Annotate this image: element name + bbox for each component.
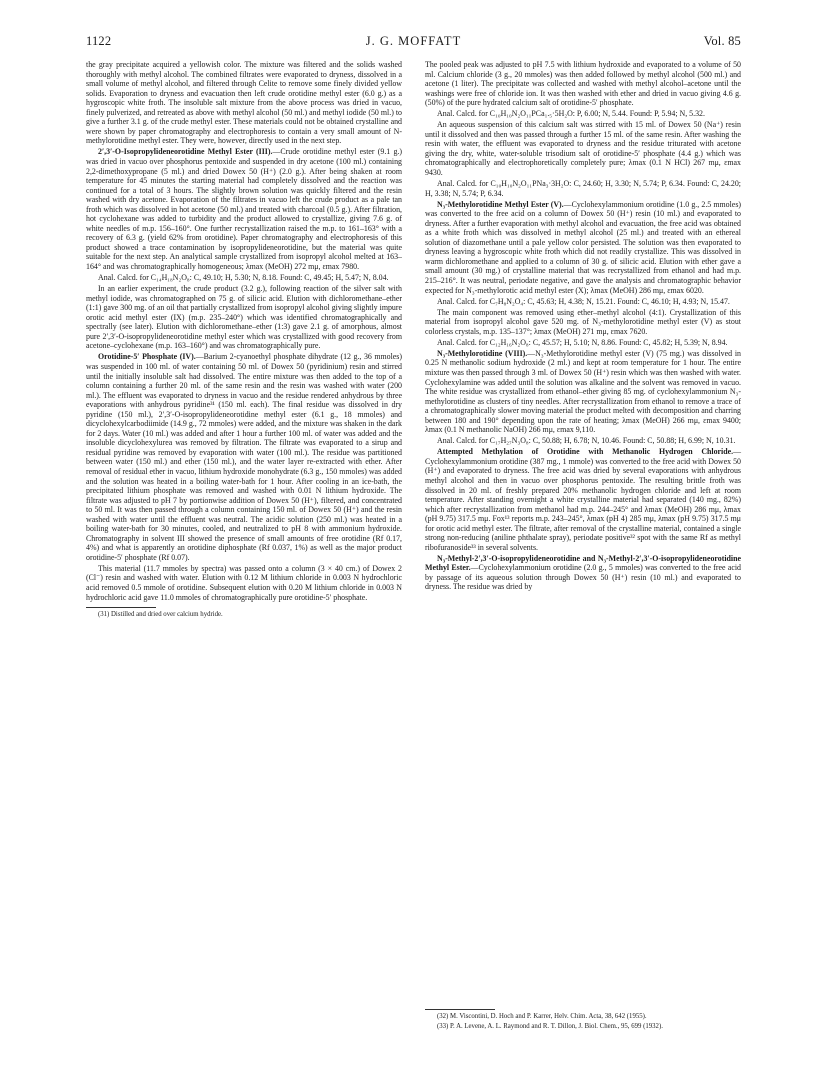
- right-column: [425, 60, 741, 592]
- paragraph: [425, 447, 741, 552]
- section-heading: Orotidine-5′ Phosphate (IV).: [98, 352, 196, 362]
- analysis-line: Anal. Calcd. for C₇H₈N₂O₄: C, 45.63; H, 4.38; N, 15.21. Found: C, 46.10; H, 4.93; N, 15.47.: [437, 296, 730, 306]
- section-heading: N₃-Methylorotidine (VIII).: [437, 348, 528, 358]
- paragraph: An aqueous suspension of this calcium salt was stirred with 15 ml. of Dowex 50 (Na⁺) resin until it dissolved and then was passed through a further 15 ml. of the same resin. After washing the resin with water, the effluent was evaporated to dryness and the residue triturated with acetone giving the dry, white, water-soluble trisodium salt of orotidine-5′ phosphate (4.4 g.) which was chromatographically and electrophoretically completely pure; λmax (0.1 N HCl) 267 mμ, εmax 9430.: [425, 120, 741, 178]
- section-heading: 2′,3′-O-Isopropylideneorotidine Methyl Ester (III).: [98, 147, 273, 157]
- footnote: (33) P. A. Levene, A. L. Raymond and R. T. Dillon, J. Biol. Chem., 95, 699 (1932).: [437, 1022, 663, 1030]
- paragraph: [86, 352, 402, 562]
- analysis-line: Anal. Calcd. for C₁₇H₂₇N₃O₈: C, 50.88; H, 6.78; N, 10.46. Found: C, 50.88; H, 6.99; N, 10.31.: [437, 436, 736, 446]
- right-footnotes: [425, 1004, 741, 1031]
- analysis-line: Anal. Calcd. for C₁₄H₁₈N₂O₈: C, 49.10; H, 5.30; N, 8.18. Found: C, 49.45; H, 5.47; N, 8.04.: [98, 273, 389, 283]
- analysis-line: Anal. Calcd. for C₁₀H₁₀N₂O₁₁PNa₃·3H₂O: C, 24.60; H, 3.30; N, 5.74; P, 6.34. Found: C, 24.20; H, 3.38; N, 5.74; P, 6.34.: [425, 179, 741, 198]
- author-name: J. G. MOFFATT: [365, 34, 462, 48]
- paragraph: In an earlier experiment, the crude product (3.2 g.), following reaction of the silver salt with methyl iodide, was chromatographed on 75 g. of silicic acid. Elution with dichloromethane–ether (1:1) gave 300 mg. of an oil that partially crystallized from isopropyl alcohol giving slightly impure orotic acid methyl ester (IX) (m.p. 235–240°) which was identified chromatographically and spectrally (see later). Elution with dichloromethane–ether (1:3) gave 2.1 g. of amorphous, almost pure 2′,3′-O-isopropylideneorotidine methyl ester which was crystallized with good recovery from acetone–cyclohexane (m.p. 163–160°) and was chromatographically pure.: [86, 284, 402, 351]
- paragraph-body: —Cyclohexylammonium orotidine (1.0 g., 2.5 mmoles) was converted to the free acid on a column of Dowex 50 (H⁺) resin (10 ml.) and evaporated to dryness. After a further evaporation with methyl alcohol and evacuation, the free acid was obtained as a white froth which was dissolved in methyl alcohol (25 ml.) and treated with an ethereal solution of diazomethane until a pale yellow color persisted. The solution was then evaporated to dryness leaving a hygroscopic white froth which did not readily crystallize. This was dissolved in warm dichloromethane and applied to a column of 30 g. of silicic acid. Elution with ether gave a small amount (30 mg.) of crystalline material that was recrystallized from ethanol and had m.p. 215–216°. It was neutral, periodate negative, and gave the analysis and chromatographic behavior expected for N₃-methylorotic acid methyl ester (X); λmax (MeOH) 286 mμ, εmax 6020.: [425, 199, 742, 295]
- paragraph-body: —N₃-Methylorotidine methyl ester (V) (75 mg.) was dissolved in 0.25 N methanolic sodium hydroxide (2 ml.) and kept at room temperature for 1 hour. The entire mixture was then passed through 3 ml. of Dowex 50 (H⁺) resin which was then washed with water. Cyclohexylamine was added until the solution was alkaline and the solvent was removed in vacuo. The white residue was crystallized from ethanol–ether giving 85 mg. of cyclohexylammonium N₃-methylorotidine as clusters of tiny needles. After recrystallization from ethanol to remove a trace of a chromatographically slower moving material the product melted with decomposition and charring between 180 and 190° depending upon the rate of heating; λmax (MeOH) 266 mμ, εmax 9400; λmax (0.1 N methanolic NaOH) 266 mμ, εmax 9,110.: [425, 348, 741, 435]
- paragraph: [86, 147, 402, 271]
- paragraph: [425, 200, 741, 295]
- analysis-line: Anal. Calcd. for C₁₀H₁₀N₂O₁₁PCa₁.₅·5H₂O: P, 6.00; N, 5.44. Found: P, 5.94; N, 5.32.: [437, 109, 705, 119]
- section-heading: N₃-Methylorotidine Methyl Ester (V).: [437, 199, 564, 209]
- footnote-divider: [425, 1009, 495, 1010]
- paragraph-body: —Cyclohexylammonium orotidine (2.0 g., 5 mmoles) was converted to the free acid by passage of its aqueous solution through Dowex 50 (H⁺) resin (10 ml.) and evaporated to dryness. The residue was dried by: [425, 563, 741, 592]
- footnote-divider: [86, 607, 156, 608]
- paragraph-body: —Cyclohexylammonium orotidine (387 mg., 1 mmole) was converted to the free acid with Dowex 50 (H⁺) and evaporated to dryness. The free acid was dried by several evaporations with anhydrous methyl alcohol and then in vacuo over phosphorus pentoxide. The resulting brittle froth was dissolved in 20 ml. of freshly prepared 20% methanolic hydrogen chloride and left at room temperature. After standing overnight a white crystalline material had separated (140 mg., 82%) which after recrystallization from methanol had m.p. 244–245° and λmax (MeOH) 286 mμ, λmax (pH 9.75) 317.5 mμ. Fox¹³ reports m.p. 243–245°, λmax (pH 4) 285 mμ, λmax (pH 9.75) 317.5 mμ for orotic acid methyl ester. The filtrate, after removal of the crystalline material, contained a single strong non-reducing (aniline phthalate spray), periodate positive³² spot with the same Rf as methyl ribofuranoside³³ in several solvents.: [425, 447, 741, 552]
- paragraph: The main component was removed using ether–methyl alcohol (4:1). Crystallization of this material from isopropyl alcohol gave 520 mg. of N₃-methylorotidine methyl ester (V) as stout colorless crystals, m.p. 135–137°; λmax (MeOH) 271 mμ, εmax 7620.: [425, 307, 741, 336]
- paragraph: This material (11.7 mmoles by spectra) was passed onto a column (3 × 40 cm.) of Dowex 2 (Cl⁻) resin and washed with water. Elution with 0.12 M lithium chloride in 0.003 N hydrochloric acid removed 0.5 mmole of orotidine. Subsequent elution with 0.20 M lithium chloride in 0.003 N hydrochloric acid gave 11.0 mmoles of chromatographically pure orotidine-5′ phosphate.: [86, 563, 402, 602]
- paragraph: [425, 554, 741, 592]
- volume-number: Vol. 85: [703, 34, 741, 48]
- footnote: (32) M. Viscontini, D. Hoch and P. Karrer, Helv. Chim. Acta, 38, 642 (1955).: [437, 1013, 647, 1020]
- paragraph: [425, 349, 741, 435]
- paragraph-body: —Barium 2-cyanoethyl phosphate dihydrate (12 g., 36 mmoles) was suspended in 100 ml. of water containing 50 ml. of Dowex 50 (pyridinium) resin and stirred until the initially insoluble salt had dissolved. The entire mixture was then added to the top of a column containing a further 20 ml. of the same resin and the resin was washed with water (200 ml.). The effluent was evaporated to dryness in vacuo and the residue rendered anhydrous by three evaporations with anhydrous pyridine³¹ (150 ml. each). The final residue was dissolved in dry pyridine (150 ml.), 2′,3′-O-isopropylideneorotidine methyl ester (6.1 g., 18 mmoles) and dicyclohexylcarbodiimide (14.9 g., 72 mmoles) were added, and the mixture was shaken in the dark for 2 days. Water (10 ml.) was added and after 1 hour a further 100 ml. of water was added and the insoluble dicyclohexylurea was removed by filtration. The filtrate was evaporated to a sirup and residual pyridine was removed by evaporation with water (100 ml.). The residue was partitioned between water (150 ml.) and ether (150 ml.), and the water layer re-extracted with ether. After removal of residual ether in vacuo, lithium hydroxide monohydrate (6.3 g., 150 mmoles) was added and the solution was heated in a boiling water-bath for 1 hour. After cooling in an ice-bath, the precipitated lithium phosphate was removed and washed with 0.01 N lithium hydroxide. The filtrate was adjusted to pH 7 by portionwise addition of Dowex 50 (H⁺), filtered, and concentrated to 50 ml. It was then passed through a column containing 150 ml. of Dowex 50 (H⁺) and the resin washed with water until the effluent was neutral. The acidic solution (250 ml.) was heated in a boiling water-bath for 30 minutes, cooled, and neutralized to pH 8 with ammonium hydroxide. Chromatography in solvent III showed the presence of small amounts of free orotidine (Rf 0.17, 4%) and what is apparently an orotidine diphosphate (Rf 0.037, 1%) as well as the major product orotidine-5′ phosphate (Rf 0.07).: [86, 352, 403, 562]
- section-heading: Attempted Methylation of Orotidine with Methanolic Hydrogen Chloride.: [437, 447, 734, 457]
- section-heading: N₃-Methyl-2′,3′-O-isopropylideneorotidine and N₃-Methyl-2′,3′-O-isopropylideneorotidine Methyl Ester.: [425, 553, 741, 573]
- page-number: 1122: [86, 34, 112, 48]
- analysis-line: Anal. Calcd. for C₁₂H₁₆N₂O₈: C, 45.57; H, 5.10; N, 8.86. Found: C, 45.82; H, 5.39; N, 8.94.: [437, 337, 728, 347]
- paragraph-body: —Crude orotidine methyl ester (9.1 g.) was dried in vacuo over phosphorus pentoxide and suspended in dry acetone (100 ml.) containing 2,2-dimethoxypropane (5 ml.) and dried Dowex 50 (H⁺) (2.0 g.). After being shaken at room temperature for 45 minutes the starting material had completely dissolved and the reaction was continued for a total of 3 hours. The slightly brown solution was quickly filtered and the resin washed with dry acetone. Evaporation of the filtrates in vacuo left the crude product as a pale tan froth which was dissolved in hot acetone (50 ml.) and treated with charcoal (0.5 g.). After filtration, hot cyclohexane was added to turbidity and the product allowed to crystallize, giving 7.6 g. of white needles of m.p. 156–160°. One further recrystallization raised the m.p. to 161–163° with a recovery of 6.3 g. (yield 62% from orotidine). Paper chromatography and electrophoresis of this product showed a trace contamination by isopropylideneorotidine, but the material was quite suitable for the next step. An analytical sample crystallized from isopropyl alcohol melted at 163–164° and was chromatographically homogeneous; λmax (MeOH) 272 mμ, εmax 7980.: [86, 147, 402, 271]
- running-head: [86, 34, 741, 52]
- paragraph: the gray precipitate acquired a yellowish color. The mixture was filtered and the solids washed thoroughly with methyl alcohol. The combined filtrates were evaporated to dryness, dissolved in a small volume of methyl alcohol, and filtered through Celite to remove some finely divided yellow solids. Evaporation to dryness and evacuation then left crude orotidine methyl ester (6.0 g.) as a hygroscopic white froth. The insoluble salt mixture from the above process was dried in vacuo, finely pulverized, and retreated as above with methyl alcohol (50 ml.) and methyl iodide (50 ml.) to give a further 3.1 g. of the crude methyl ester. These materials could not be obtained crystalline and were shown by paper chromatography and electrophoresis to contain a very small amount of N-methylorotidine methyl ester. They were, however, directly used in the next step.: [86, 60, 402, 146]
- footnote: (31) Distilled and dried over calcium hydride.: [98, 611, 223, 619]
- left-column: [86, 60, 402, 620]
- paragraph: The pooled peak was adjusted to pH 7.5 with lithium hydroxide and evaporated to a volume of 50 ml. Calcium chloride (3 g., 20 mmoles) was then added followed by methyl alcohol (500 ml.) and acetone (1 liter). The precipitate was collected and washed with methyl alcohol–acetone until the washings were free of chloride ion. It was then washed with ether and dried in vacuo giving 4.6 g. (50%) of the pure hydrated calcium salt of orotidine-5′ phosphate.: [425, 60, 741, 108]
